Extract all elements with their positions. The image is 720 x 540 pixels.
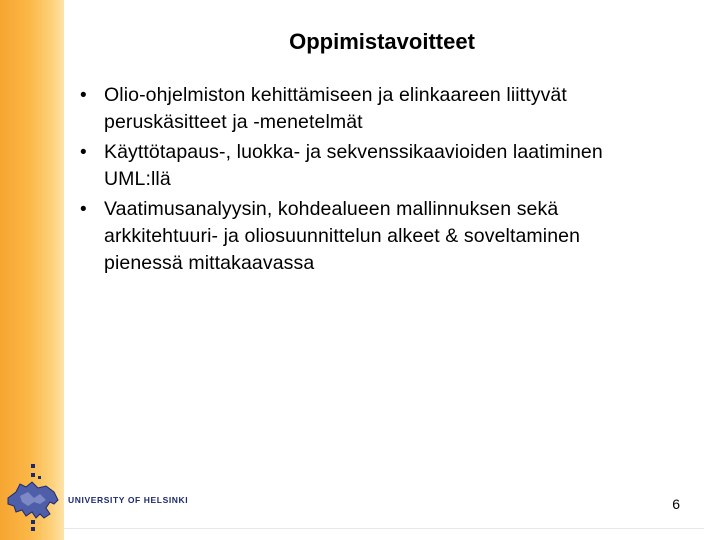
slide-title: Oppimistavoitteet <box>289 29 475 54</box>
bullet-item-3 <box>76 196 716 277</box>
university-logo-icon <box>2 462 64 534</box>
side-color-band <box>0 0 64 540</box>
bullet-text-line: UML:llä <box>104 168 171 190</box>
bullet-list <box>76 82 716 280</box>
bullet-text-line: pienessä mittakaavassa <box>104 252 315 274</box>
bullet-text-line: arkkitehtuuri- ja oliosuunnittelun alkeet & soveltaminen <box>104 225 581 247</box>
bullet-text-line: Vaatimusanalyysin, kohdealueen mallinnuksen sekä <box>104 198 559 220</box>
bullet-marker: • <box>80 199 87 220</box>
footer-divider <box>64 528 704 529</box>
bullet-text-line: peruskäsitteet ja -menetelmät <box>104 111 363 133</box>
bullet-text-line: Olio-ohjelmiston kehittämiseen ja elinkaareen liittyvät <box>104 84 567 106</box>
bullet-item-2 <box>76 139 716 193</box>
bullet-marker: • <box>80 142 87 163</box>
page-number: 6 <box>672 496 680 512</box>
bullet-marker: • <box>80 85 87 106</box>
bullet-item-1 <box>76 82 716 136</box>
bullet-text-line: Käyttötapaus-, luokka- ja sekvenssikaavioiden laatiminen <box>104 141 603 163</box>
university-name: UNIVERSITY OF HELSINKI <box>68 495 189 505</box>
